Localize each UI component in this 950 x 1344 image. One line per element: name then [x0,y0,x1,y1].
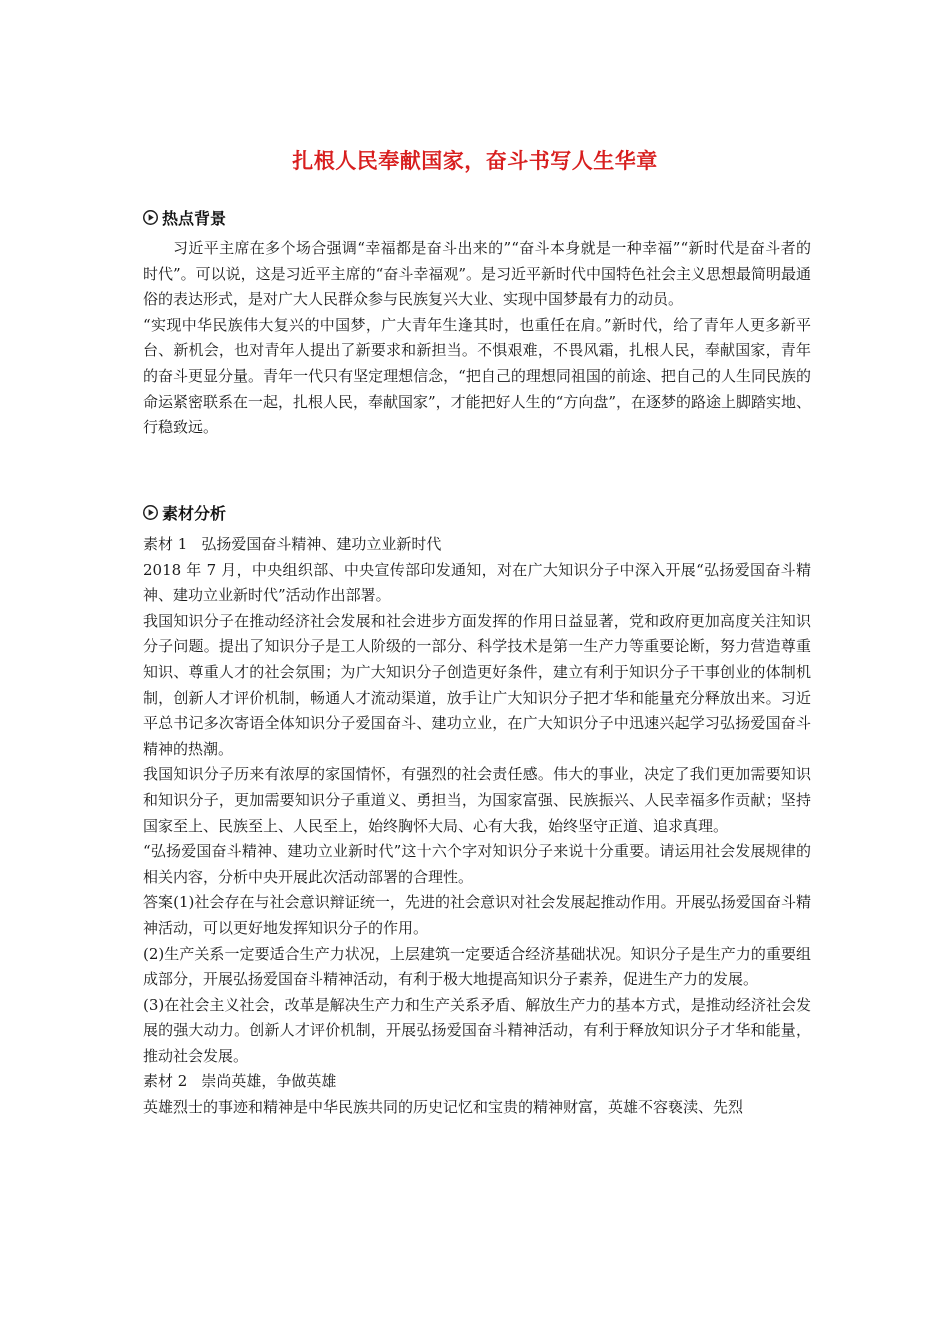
paragraph: “实现中华民族伟大复兴的中国梦，广大青年生逢其时，也重任在肩。”新时代，给了青年人更多新平台、新机会，也对青年人提出了新要求和新担当。不惧艰难，不畏风霜，扎根人民，奉献国家，青年的奋斗更显分量。青年一代只有坚定理想信念，“把自己的理想同祖国的前途、把自己的人生同民族的命运紧密联系在一起，扎根人民，奉献国家”，才能把好人生的“方向盘”，在逐梦的路途上脚踏实地、行稳致远。 [143,315,812,437]
play-circle-icon [143,210,158,225]
answer-paragraph: (2)生产关系一定要适合生产力状况，上层建筑一定要适合经济基础状况。知识分子是生产力的重要组成部分，开展弘扬爱国奋斗精神活动，有利于极大地提高知识分子素养，促进生产力的发展。 [143,944,811,989]
section-heading-label: 素材分析 [162,503,227,523]
background-text [143,236,811,441]
paragraph: 我国知识分子历来有浓厚的家国情怀，有强烈的社会责任感。伟大的事业，决定了我们更加需要知识和知识分子，更加需要知识分子重道义、勇担当，为国家富强、民族振兴、人民幸福多作贡献；坚持国家至上、民族至上、人民至上，始终胸怀大局、心有大我，始终坚守正道、追求真理。 [143,765,811,835]
paragraph: 英雄烈士的事迹和精神是中华民族共同的历史记忆和宝贵的精神财富，英雄不容亵渎、先烈 [143,1098,744,1117]
section-heading-analysis [143,502,226,522]
page-title: 扎根人民奉献国家，奋斗书写人生华章 [292,149,658,173]
material-title: 弘扬爱国奋斗精神、建功立业新时代 [201,535,442,553]
answer-label: 答案 [143,893,174,912]
paragraph: 2018 年 7 月，中央组织部、中央宣传部印发通知，对在广大知识分子中深入开展“弘扬爱国奋斗精神、建功立业新时代”活动作出部署。 [143,560,811,605]
material-title: 崇尚英雄，争做英雄 [201,1072,337,1091]
material-1-heading [143,532,811,558]
answer-paragraph: (3)在社会主义社会，改革是解决生产力和生产关系矛盾、解放生产力的基本方式，是推动经济社会发展的强大动力。创新人才评价机制，开展弘扬爱国奋斗精神活动，有利于释放知识分子才华和能量，推动社会发展。 [143,995,811,1065]
material-label: 素材 2 [143,1072,188,1091]
section-heading-background [143,207,226,227]
material-label: 素材 1 [143,535,188,553]
play-circle-icon [143,505,158,520]
paragraph: 我国知识分子在推动经济社会发展和社会进步方面发挥的作用日益显著，党和政府更加高度关注知识分子问题。提出了知识分子是工人阶级的一部分、科学技术是第一生产力等重要论断，努力营造尊重知识、尊重人才的社会氛围；为广大知识分子创造更好条件，建立有利于知识分子干事创业的体制机制，创新人才评价机制，畅通人才流动渠道，放手让广大知识分子把才华和能量充分释放出来。习近平总书记多次寄语全体知识分子爱国奋斗、建功立业，在广大知识分子中迅速兴起学习弘扬爱国奋斗精神的热潮。 [143,611,811,758]
question-paragraph: “弘扬爱国奋斗精神、建功立业新时代”这十六个字对知识分子来说十分重要。请运用社会发展规律的相关内容，分析中央开展此次活动部署的合理性。 [143,842,811,886]
material-2-heading [143,1069,811,1095]
analysis-text [143,532,811,1121]
paragraph: 习近平主席在多个场合强调“幸福都是奋斗出来的”“奋斗本身就是一种幸福”“新时代是奋斗者的时代”。可以说，这是习近平主席的“奋斗幸福观”。是习近平新时代中国特色社会主义思想最简明最通俗的表达形式，是对广大人民群众参与民族复兴大业、实现中国梦最有力的动员。 [143,239,812,309]
section-heading-label: 热点背景 [162,208,227,228]
answer-paragraph [143,890,811,941]
answer-text: (1)社会存在与社会意识辩证统一，先进的社会意识对社会发展起推动作用。开展弘扬爱国奋斗精神活动，可以更好地发挥知识分子的作用。 [143,893,811,937]
